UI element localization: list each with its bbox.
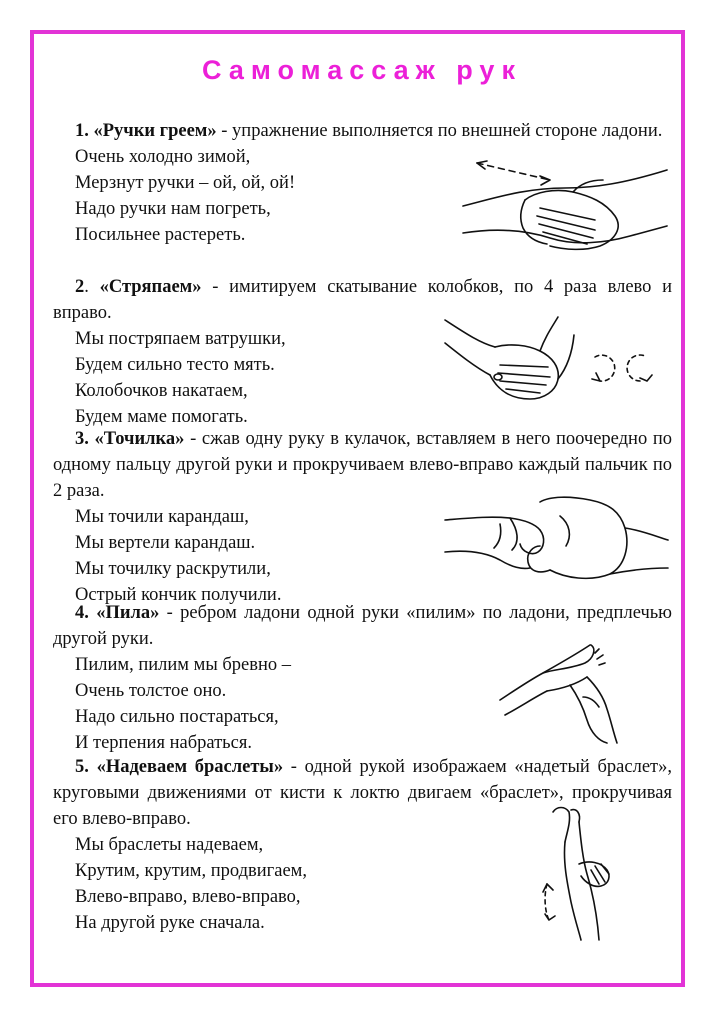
poem-line: Мы вертели карандаш. [75, 533, 256, 553]
poem-line: На другой руке сначала. [75, 913, 265, 933]
poem-line: Мы точили карандаш, [75, 507, 249, 527]
poem-line: Колобочков накатаем, [75, 381, 248, 401]
exercise-1-number: 1. [75, 121, 89, 141]
exercise-4-text: - ребром ладони одной руки «пилим» по ладони, предплечью другой руки. [53, 603, 673, 649]
poem-line: Влево-вправо, влево-вправо, [75, 887, 301, 907]
poem-line: Мы постряпаем ватрушки, [75, 329, 286, 349]
poem-line: И терпения набраться. [75, 733, 252, 753]
exercise-2-text: - имитируем скатывание колобков, по 4 раза влево и вправо. [53, 277, 672, 323]
exercise-5-text: - одной рукой изображаем «надетый браслет», круговыми движениями от кисти к локтю двигаем «браслет», прокручивая его влево-вправо. [53, 757, 672, 829]
exercise-2-name: «Стряпаем» [99, 277, 202, 297]
exercise-2-description: 2. «Стряпаем» - имитируем скатывание колобков, по 4 раза влево и вправо. [53, 277, 672, 323]
fist-finger-icon [440, 490, 670, 590]
bracelet-hands-icon [535, 802, 635, 942]
poem-line: Будем маме помогать. [75, 407, 248, 427]
exercise-5-number: 5. [75, 757, 89, 777]
exercise-3-text: - сжав одну руку в кулачок, вставляем в него поочередно по одному пальцу другой руки и прокручиваем влево-вправо каждый пальчик по 2 раза. [53, 429, 673, 501]
hands-rubbing-icon [455, 158, 670, 263]
exercise-1-text: - упражнение выполняется по внешней стороне ладони. [216, 121, 663, 141]
poem-line: Острый кончик получили. [75, 585, 282, 605]
poem-line: Крутим, крутим, продвигаем, [75, 861, 307, 881]
poem-line: Очень толстое оно. [75, 681, 227, 701]
hands-rolling-icon [440, 315, 670, 410]
page-title: Самомассаж рук [202, 55, 522, 85]
exercise-1-name: «Ручки греем» [93, 121, 217, 141]
exercise-1-description [53, 118, 672, 144]
exercise-4-name: «Пила» [96, 603, 160, 623]
poem-line: Посильнее растереть. [75, 225, 246, 245]
exercise-3-name: «Точилка» [94, 429, 185, 449]
exercise-3-number: 3. [75, 429, 89, 449]
exercise-4-number: 4. [75, 603, 89, 623]
poem-line: Мерзнут ручки – ой, ой, ой! [75, 173, 296, 193]
exercise-5-name: «Надеваем браслеты» [96, 757, 284, 777]
poem-line: Мы браслеты надеваем, [75, 835, 264, 855]
exercise-2-number: 2 [75, 277, 85, 297]
poem-line: Надо ручки нам погреть, [75, 199, 271, 219]
poem-line: Мы точилку раскрутили, [75, 559, 271, 579]
poem-line: Очень холодно зимой, [75, 147, 251, 167]
poem-line: Надо сильно постараться, [75, 707, 279, 727]
poem-line: Будем сильно тесто мять. [75, 355, 275, 375]
poem-line: Пилим, пилим мы бревно – [75, 655, 292, 675]
saw-hands-icon [495, 635, 625, 745]
